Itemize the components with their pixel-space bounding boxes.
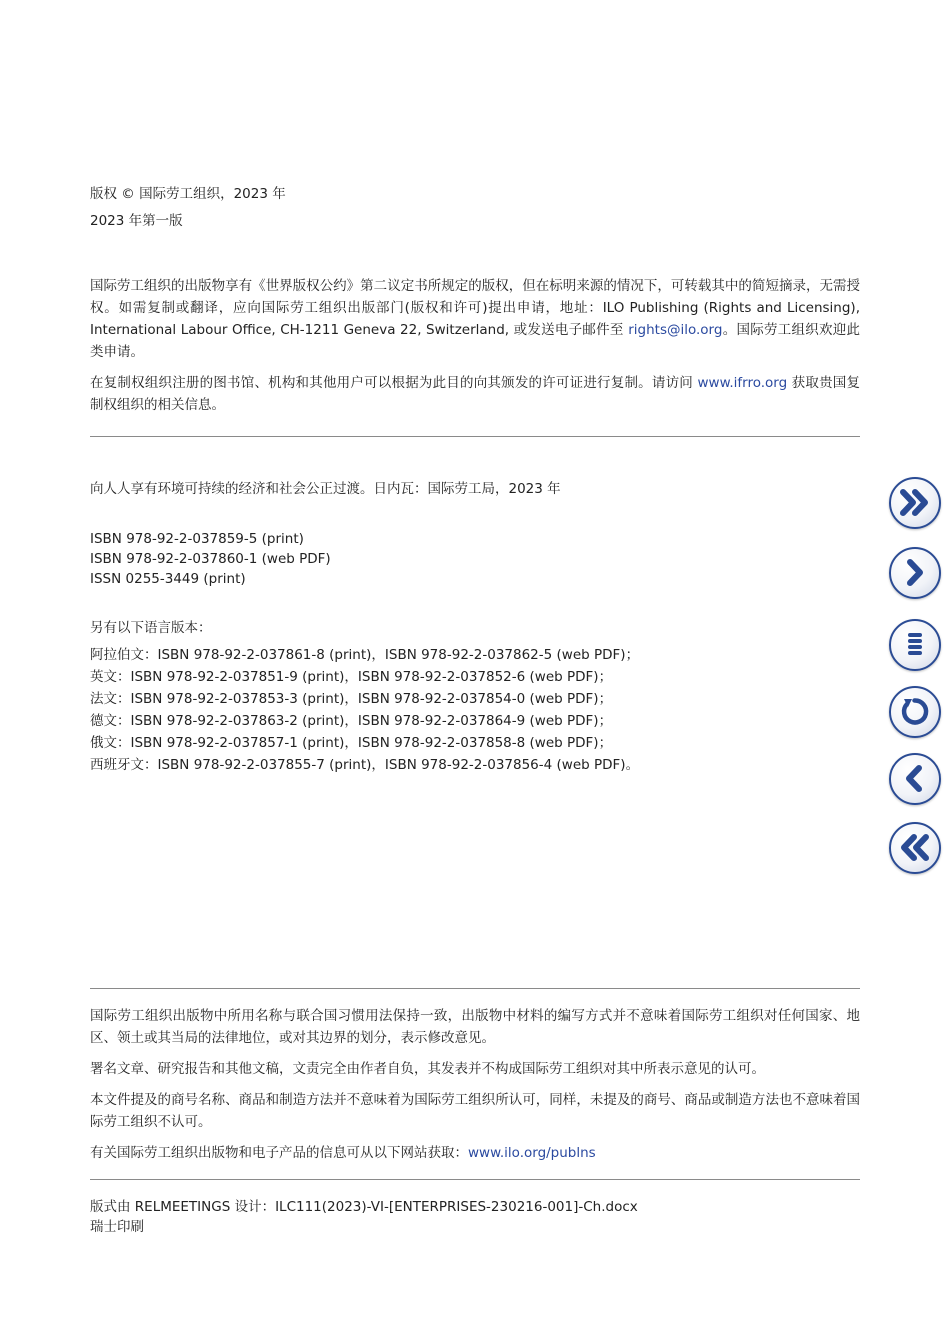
issn-print: ISSN 0255-3449 (print) xyxy=(90,571,246,587)
chevron-right-icon xyxy=(891,549,938,596)
catalog-title-line: 向人人享有环境可持续的经济和社会公正过渡。日内瓦：国际劳工局，2023 年 xyxy=(90,481,561,497)
ilo-publns-link[interactable]: www.ilo.org/publns xyxy=(468,1145,596,1161)
language-item: 阿拉伯文：ISBN 978-92-2-037861-8 (print)，ISBN 978-92-2-037862-5 (web PDF)； xyxy=(90,647,640,663)
authorship-paragraph: 署名文章、研究报告和其他文稿，文责完全由作者自负，其发表并不构成国际劳工组织对其中所表示意见的认可。 xyxy=(90,1061,765,1077)
divider-top xyxy=(90,436,860,437)
languages-list xyxy=(90,644,860,776)
language-item: 俄文：ISBN 978-92-2-037857-1 (print)，ISBN 978-92-2-037858-8 (web PDF)； xyxy=(90,735,613,751)
list-icon xyxy=(891,621,938,668)
footer-block xyxy=(90,1197,860,1237)
reproduction-paragraph: 在复制权组织注册的图书馆、机构和其他用户可以根据为此目的向其颁发的许可证进行复制。请访问 www.ifrro.org 获取贵国复制权组织的相关信息。 xyxy=(90,375,860,413)
double-chevron-right-icon xyxy=(891,479,938,526)
previous-page-button[interactable] xyxy=(889,753,941,805)
table-of-contents-button[interactable] xyxy=(889,619,941,671)
divider-middle xyxy=(90,988,860,989)
isbn-web: ISBN 978-92-2-037860-1 (web PDF) xyxy=(90,551,331,567)
next-page-button[interactable] xyxy=(889,547,941,599)
rights-email-link[interactable]: rights@ilo.org xyxy=(628,322,723,338)
trade-names-paragraph: 本文件提及的商号名称、商品和制造方法并不意味着为国际劳工组织所认可，同样，未提及的商号、商品或制造方法也不意味着国际劳工组织不认可。 xyxy=(90,1092,860,1130)
isbn-print: ISBN 978-92-2-037859-5 (print) xyxy=(90,531,304,547)
divider-bottom xyxy=(90,1179,860,1180)
layout-credit: 版式由 RELMEETINGS 设计：ILC111(2023)-VI-[ENTERPRISES-230216-001]-Ch.docx xyxy=(90,1199,638,1215)
ifrro-link[interactable]: www.ifrro.org xyxy=(697,375,788,391)
printed-in: 瑞士印刷 xyxy=(90,1219,144,1235)
language-item: 英文：ISBN 978-92-2-037851-9 (print)，ISBN 978-92-2-037852-6 (web PDF)； xyxy=(90,669,613,685)
chevron-left-icon xyxy=(891,755,938,802)
double-chevron-left-icon xyxy=(891,824,938,871)
languages-heading: 另有以下语言版本： xyxy=(90,620,212,636)
last-page-button[interactable] xyxy=(889,477,941,529)
isbn-block xyxy=(90,529,860,589)
copyright-line: 版权 © 国际劳工组织，2023 年 xyxy=(90,186,286,202)
disclaimer-section xyxy=(90,1005,860,1164)
rights-section xyxy=(90,275,860,416)
rotate-back-icon xyxy=(891,688,938,735)
go-back-button[interactable] xyxy=(889,686,941,738)
rights-paragraph: 国际劳工组织的出版物享有《世界版权公约》第二议定书所规定的版权，但在标明来源的情况下，可转载其中的简短摘录，无需授权。如需复制或翻译，应向国际劳工组织出版部门(版权和许可)提出申请，地址：ILO Publishing (Rights and Licensing), International Labour Office, CH-1211 Geneva 22, Switzerland, 或发送电子邮件至 rights@ilo.org。国际劳工组织欢迎此类申请。 xyxy=(90,278,860,360)
language-item: 法文：ISBN 978-92-2-037853-3 (print)，ISBN 978-92-2-037854-0 (web PDF)； xyxy=(90,691,613,707)
language-item: 德文：ISBN 978-92-2-037863-2 (print)，ISBN 978-92-2-037864-9 (web PDF)； xyxy=(90,713,613,729)
edition-line: 2023 年第一版 xyxy=(90,213,183,229)
disclaimer-paragraph: 国际劳工组织出版物中所用名称与联合国习惯用法保持一致，出版物中材料的编写方式并不意味着国际劳工组织对任何国家、地区、领土或其当局的法律地位，或对其边界的划分，表示修改意见。 xyxy=(90,1008,860,1046)
first-page-button[interactable] xyxy=(889,822,941,874)
publications-info-paragraph: 有关国际劳工组织出版物和电子产品的信息可从以下网站获取：www.ilo.org/publns xyxy=(90,1145,596,1161)
language-item: 西班牙文：ISBN 978-92-2-037855-7 (print)，ISBN 978-92-2-037856-4 (web PDF)。 xyxy=(90,757,640,773)
